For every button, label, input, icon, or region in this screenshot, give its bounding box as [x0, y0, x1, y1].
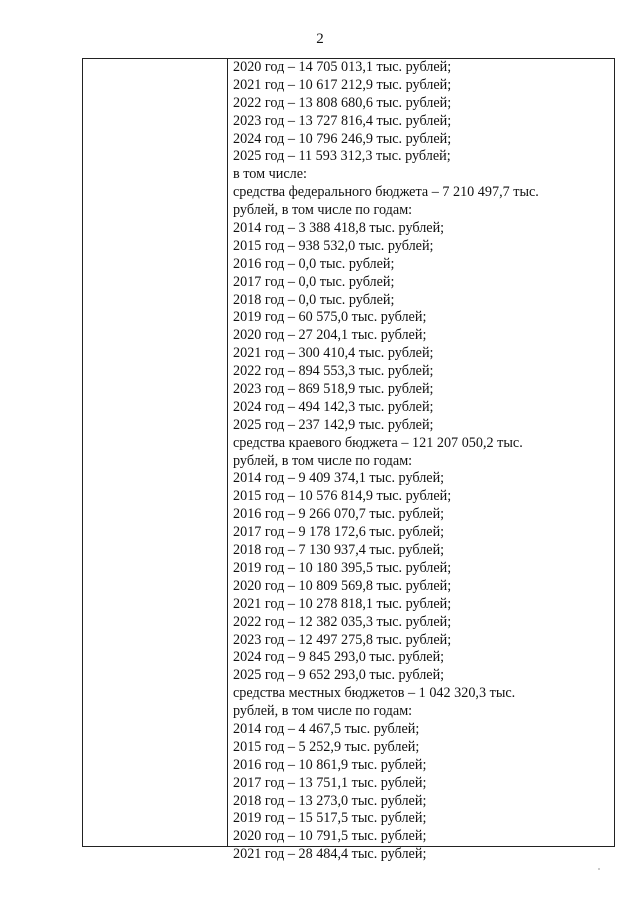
- text-line: 2016 год – 0,0 тыс. рублей;: [233, 255, 395, 272]
- text-line: 2022 год – 12 382 035,3 тыс. рублей;: [233, 613, 452, 630]
- text-line: 2025 год – 9 652 293,0 тыс. рублей;: [233, 667, 445, 684]
- text-line: 2024 год – 9 845 293,0 тыс. рублей;: [233, 649, 445, 666]
- text-line: 2019 год – 15 517,5 тыс. рублей;: [233, 810, 427, 827]
- text-line: 2023 год – 12 497 275,8 тыс. рублей;: [233, 631, 452, 648]
- page-number: 2: [316, 31, 324, 47]
- text-line: 2015 год – 10 576 814,9 тыс. рублей;: [233, 488, 452, 505]
- text-line: 2017 год – 0,0 тыс. рублей;: [233, 273, 395, 290]
- funding-table: [82, 58, 615, 863]
- text-line: 2014 год – 4 467,5 тыс. рублей;: [233, 720, 420, 737]
- text-line: 2023 год – 869 518,9 тыс. рублей;: [233, 381, 434, 398]
- text-line: 2018 год – 13 273,0 тыс. рублей;: [233, 792, 427, 809]
- text-line: 2020 год – 27 204,1 тыс. рублей;: [233, 327, 427, 344]
- text-line: 2021 год – 10 617 212,9 тыс. рублей;: [233, 76, 452, 93]
- text-line: 2025 год – 11 593 312,3 тыс. рублей;: [233, 148, 451, 165]
- text-line: 2025 год – 237 142,9 тыс. рублей;: [233, 416, 434, 433]
- text-line: 2015 год – 5 252,9 тыс. рублей;: [233, 738, 420, 755]
- text-line: 2014 год – 9 409 374,1 тыс. рублей;: [233, 470, 445, 487]
- text-line: 2020 год – 14 705 013,1 тыс. рублей;: [233, 59, 452, 75]
- text-line: 2017 год – 13 751,1 тыс. рублей;: [233, 774, 427, 791]
- text-line: средства местных бюджетов – 1 042 320,3 тыс.: [233, 685, 516, 702]
- text-line: 2020 год – 10 809 569,8 тыс. рублей;: [233, 577, 452, 594]
- text-line: 2014 год – 3 388 418,8 тыс. рублей;: [233, 220, 445, 237]
- table-left-column: [83, 59, 228, 846]
- text-line: 2019 год – 10 180 395,5 тыс. рублей;: [233, 559, 452, 576]
- text-line: в том числе:: [233, 166, 307, 183]
- text-line: 2023 год – 13 727 816,4 тыс. рублей;: [233, 112, 452, 129]
- text-line: 2024 год – 494 142,3 тыс. рублей;: [233, 398, 434, 415]
- text-line: 2016 год – 10 861,9 тыс. рублей;: [233, 756, 427, 773]
- text-line: рублей, в том числе по годам:: [233, 452, 413, 469]
- text-line: 2018 год – 7 130 937,4 тыс. рублей;: [233, 542, 445, 559]
- text-line: 2022 год – 894 553,3 тыс. рублей;: [233, 363, 434, 380]
- text-line: средства федерального бюджета – 7 210 497,7 тыс.: [233, 184, 539, 201]
- text-line: 2022 год – 13 808 680,6 тыс. рублей;: [233, 94, 452, 111]
- text-line: 2021 год – 28 484,4 тыс. рублей;: [233, 846, 427, 863]
- text-line: рублей, в том числе по годам:: [233, 202, 413, 219]
- text-line: 2017 год – 9 178 172,6 тыс. рублей;: [233, 524, 445, 541]
- text-line: 2021 год – 10 278 818,1 тыс. рублей;: [233, 595, 452, 612]
- text-line: средства краевого бюджета – 121 207 050,2 тыс.: [233, 434, 523, 451]
- text-line: 2016 год – 9 266 070,7 тыс. рублей;: [233, 506, 445, 523]
- scan-artifact: [598, 868, 600, 870]
- text-line: рублей, в том числе по годам:: [233, 703, 413, 720]
- text-line: 2024 год – 10 796 246,9 тыс. рублей;: [233, 130, 452, 147]
- text-line: 2021 год – 300 410,4 тыс. рублей;: [233, 345, 434, 362]
- text-line: 2018 год – 0,0 тыс. рублей;: [233, 291, 395, 308]
- text-line: 2020 год – 10 791,5 тыс. рублей;: [233, 828, 427, 845]
- text-line: 2019 год – 60 575,0 тыс. рублей;: [233, 309, 427, 326]
- table-right-column: [228, 59, 614, 863]
- text-line: 2015 год – 938 532,0 тыс. рублей;: [233, 237, 434, 254]
